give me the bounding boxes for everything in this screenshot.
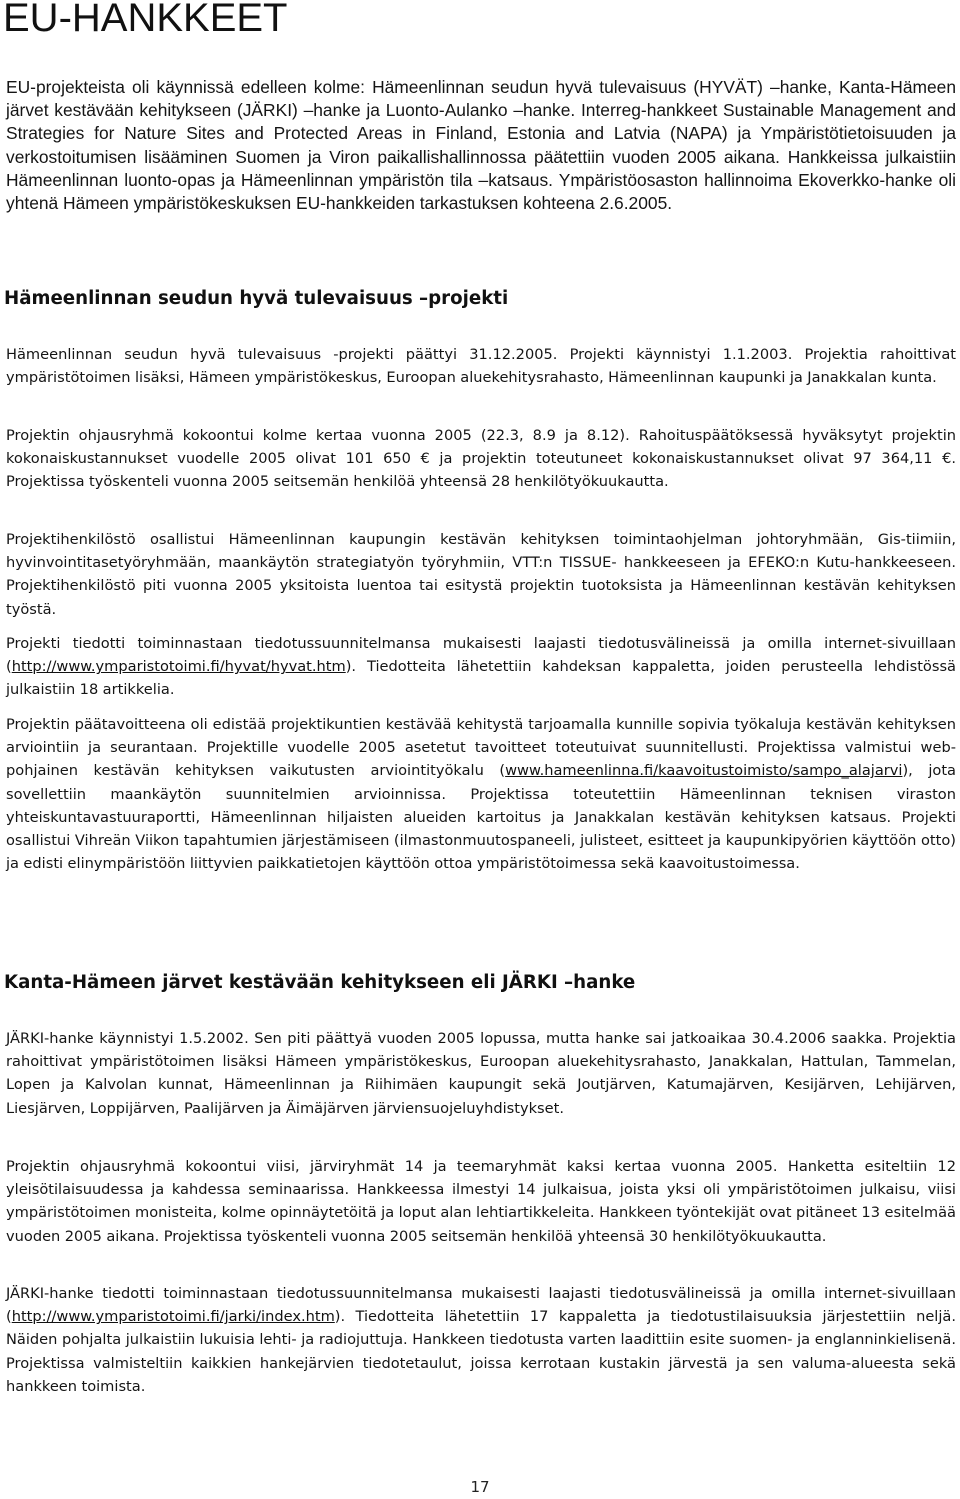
hyvat-p5-text-end: ), jota sovellettiin maankäytön suunnitelmien arvioinnissa. Projektissa toteutettiin Hämeenlinnan teknisen viraston yhteiskuntavastuuraportti, Hämeenlinnan hiljaisten alueiden kartoitus ja Janakkalan kestävän kehityksen katsaus. Projekti osallistui Vihreän Viikon tapahtumien järjestämiseen (ilmastonmuutospaneeli, julisteet, esitteet ja kaupunkipyörien käyttöön otto) ja edisti elinympäristöön liittyvien paikkatietojen käyttöön ottoa ympäristötoimessa sekä kaavoitustoimessa. — [6, 762, 956, 873]
hyvat-p4-text-end: ). Tiedotteita lähetettiin kahdeksan kappaletta, joiden perusteella lehdistössä julkaistiin 18 artikkelia. — [6, 658, 956, 699]
hyvat-p5-text-start: Projektin päätavoitteena oli edistää projektikuntien kestävää kehitystä tarjoamalla kunnille sopivia työkaluja kestävän kehityksen arviointiin ja seurantaan. Projektille vuodelle 2005 asetetut tavoitteet toteutuivat suunnitellusti. Projektissa valmistui web-pohjainen kestävän kehityksen vaikutusten arviointityökalu ( — [6, 716, 956, 780]
page-title: EU-HANKKEET — [3, 0, 288, 40]
intro-paragraph: EU-projekteista oli käynnissä edelleen kolme: Hämeenlinnan seudun hyvä tulevaisuus (HYVÄT) –hanke, Kanta-Hämeen järvet kestävään kehitykseen (JÄRKI) –hanke ja Luonto-Aulanko –hanke. Interreg-hankkeet Sustainable Management and Strategies for Nature Sites and Protected Areas in Finland, Estonia and Latvia (NAPA) ja Ympäristötietoisuuden ja verkostoitumisen lisääminen Suomen ja Viron paikallishallinnossa päätettiin vuoden 2005 aikana. Hankkeissa julkaistiin Hämeenlinnan luonto-opas ja Hämeenlinnan ympäristön tila –katsaus. Ympäristöosaston hallinnoima Ekoverkko-hanke oli yhtenä Hämeen ympäristökeskuksen EU-hankkeiden tarkastuksen kohteena 2.6.2005. — [6, 77, 956, 214]
hyvat-p4-text-start: Projekti tiedotti toiminnastaan tiedotussuunnitelmansa mukaisesti laajasti tiedotusvälineissä ja omilla internet-sivuillaan ( — [6, 635, 956, 676]
section-heading-hyvat: Hämeenlinnan seudun hyvä tulevaisuus –projekti — [4, 288, 509, 309]
hyvat-paragraph-3: Projektihenkilöstö osallistui Hämeenlinnan kaupungin kestävän kehityksen toimintaohjelman johtoryhmään, Gis-tiimiin, hyvinvointitasetyöryhmään, maankäytön strategiatyön työryhmiin, VTT:n TISSUE- hankkeeseen ja EFEKO:n Kutu-hankkeeseen. Projektihenkilöstö piti vuonna 2005 yksitoista luentoa tai esitystä projektin tuotoksista ja Hämeenlinnan kestävän kehityksen työstä. — [6, 531, 956, 618]
jarki-p3-text-end: ). Tiedotteita lähetettiin 17 kappaletta ja tiedotustilaisuuksia järjestettiin neljä. Näiden pohjalta julkaistiin lukuisia lehti- ja radiojuttuja. Hankkeen tiedotusta varten laadittiin esite suomen- ja englanninkielisenä. Projektissa valmisteltiin kaikkien hankejärvien tiedotetaulut, joissa kerrotaan kustakin järvestä ja sen valuma-alueesta sekä hankkeen toimista. — [6, 1308, 956, 1395]
jarki-p3-text-start: JÄRKI-hanke tiedotti toiminnastaan tiedotussuunnitelmansa mukaisesti laajasti tiedotusvälineissä ja omilla internet-sivuillaan ( — [6, 1285, 956, 1326]
hyvat-paragraph-4 — [6, 632, 956, 702]
jarki-paragraph-1: JÄRKI-hanke käynnistyi 1.5.2002. Sen piti päättyä vuoden 2005 lopussa, mutta hanke sai jatkoaikaa 30.4.2006 saakka. Projektia rahoittivat ympäristötoimen lisäksi Hämeen ympäristökeskus, Euroopan aluekehitysrahasto, Janakkalan, Hattulan, Tammelan, Lopen ja Kalvolan kunnat, Hämeenlinnan ja Riihimäen kaupungit sekä Joutjärven, Katumajärven, Kesijärven, Lehijärven, Liesjärven, Loppijärven, Paalijärven ja Äimäjärven järviensuojeluyhdistykset. — [6, 1030, 956, 1117]
page-number: 17 — [470, 1478, 490, 1496]
hyvat-paragraph-5 — [6, 713, 956, 875]
section-heading-jarki: Kanta-Hämeen järvet kestävään kehitykseen eli JÄRKI –hanke — [4, 972, 636, 993]
sampo-tool-link[interactable]: www.hameenlinna.fi/kaavoitustoimisto/sampo_alajarvi — [505, 762, 903, 780]
jarki-website-link[interactable]: http://www.ymparistotoimi.fi/jarki/index.htm — [11, 1308, 335, 1326]
hyvat-paragraph-2: Projektin ohjausryhmä kokoontui kolme kertaa vuonna 2005 (22.3, 8.9 ja 8.12). Rahoituspäätöksessä hyväksytyt projektin kokonaiskustannukset vuodelle 2005 olivat 101 650 € ja projektin toteutuneet kokonaiskustannukset olivat 97 364,11 €. Projektissa työskenteli vuonna 2005 seitsemän henkilöä yhteensä 28 henkilötyökuukautta. — [6, 427, 956, 491]
jarki-paragraph-3 — [6, 1282, 956, 1398]
jarki-paragraph-2: Projektin ohjausryhmä kokoontui viisi, järviryhmät 14 ja teemaryhmät kaksi kertaa vuonna 2005. Hanketta esiteltiin 12 yleisötilaisuudessa ja kahdessa seminaarissa. Hankkeessa ilmestyi 14 julkaisua, joista yksi oli ympäristötoimen julkaisu, viisi ympäristötoimen monisteita, kolme opinnäytetöitä ja loput alan lehtiartikkeleita. Hankkeen työntekijät ovat pitäneet 13 esitelmää vuoden 2005 aikana. Projektissa työskenteli vuonna 2005 seitsemän henkilöä yhteensä 30 henkilötyökuukautta. — [6, 1158, 956, 1245]
hyvat-website-link[interactable]: http://www.ymparistotoimi.fi/hyvat/hyvat.htm — [11, 658, 346, 676]
hyvat-paragraph-1: Hämeenlinnan seudun hyvä tulevaisuus -projekti päättyi 31.12.2005. Projekti käynnistyi 1.1.2003. Projektia rahoittivat ympäristötoimen lisäksi, Hämeen ympäristökeskus, Euroopan aluekehitysrahasto, Hämeenlinnan kaupunki ja Janakkalan kunta. — [6, 346, 956, 387]
